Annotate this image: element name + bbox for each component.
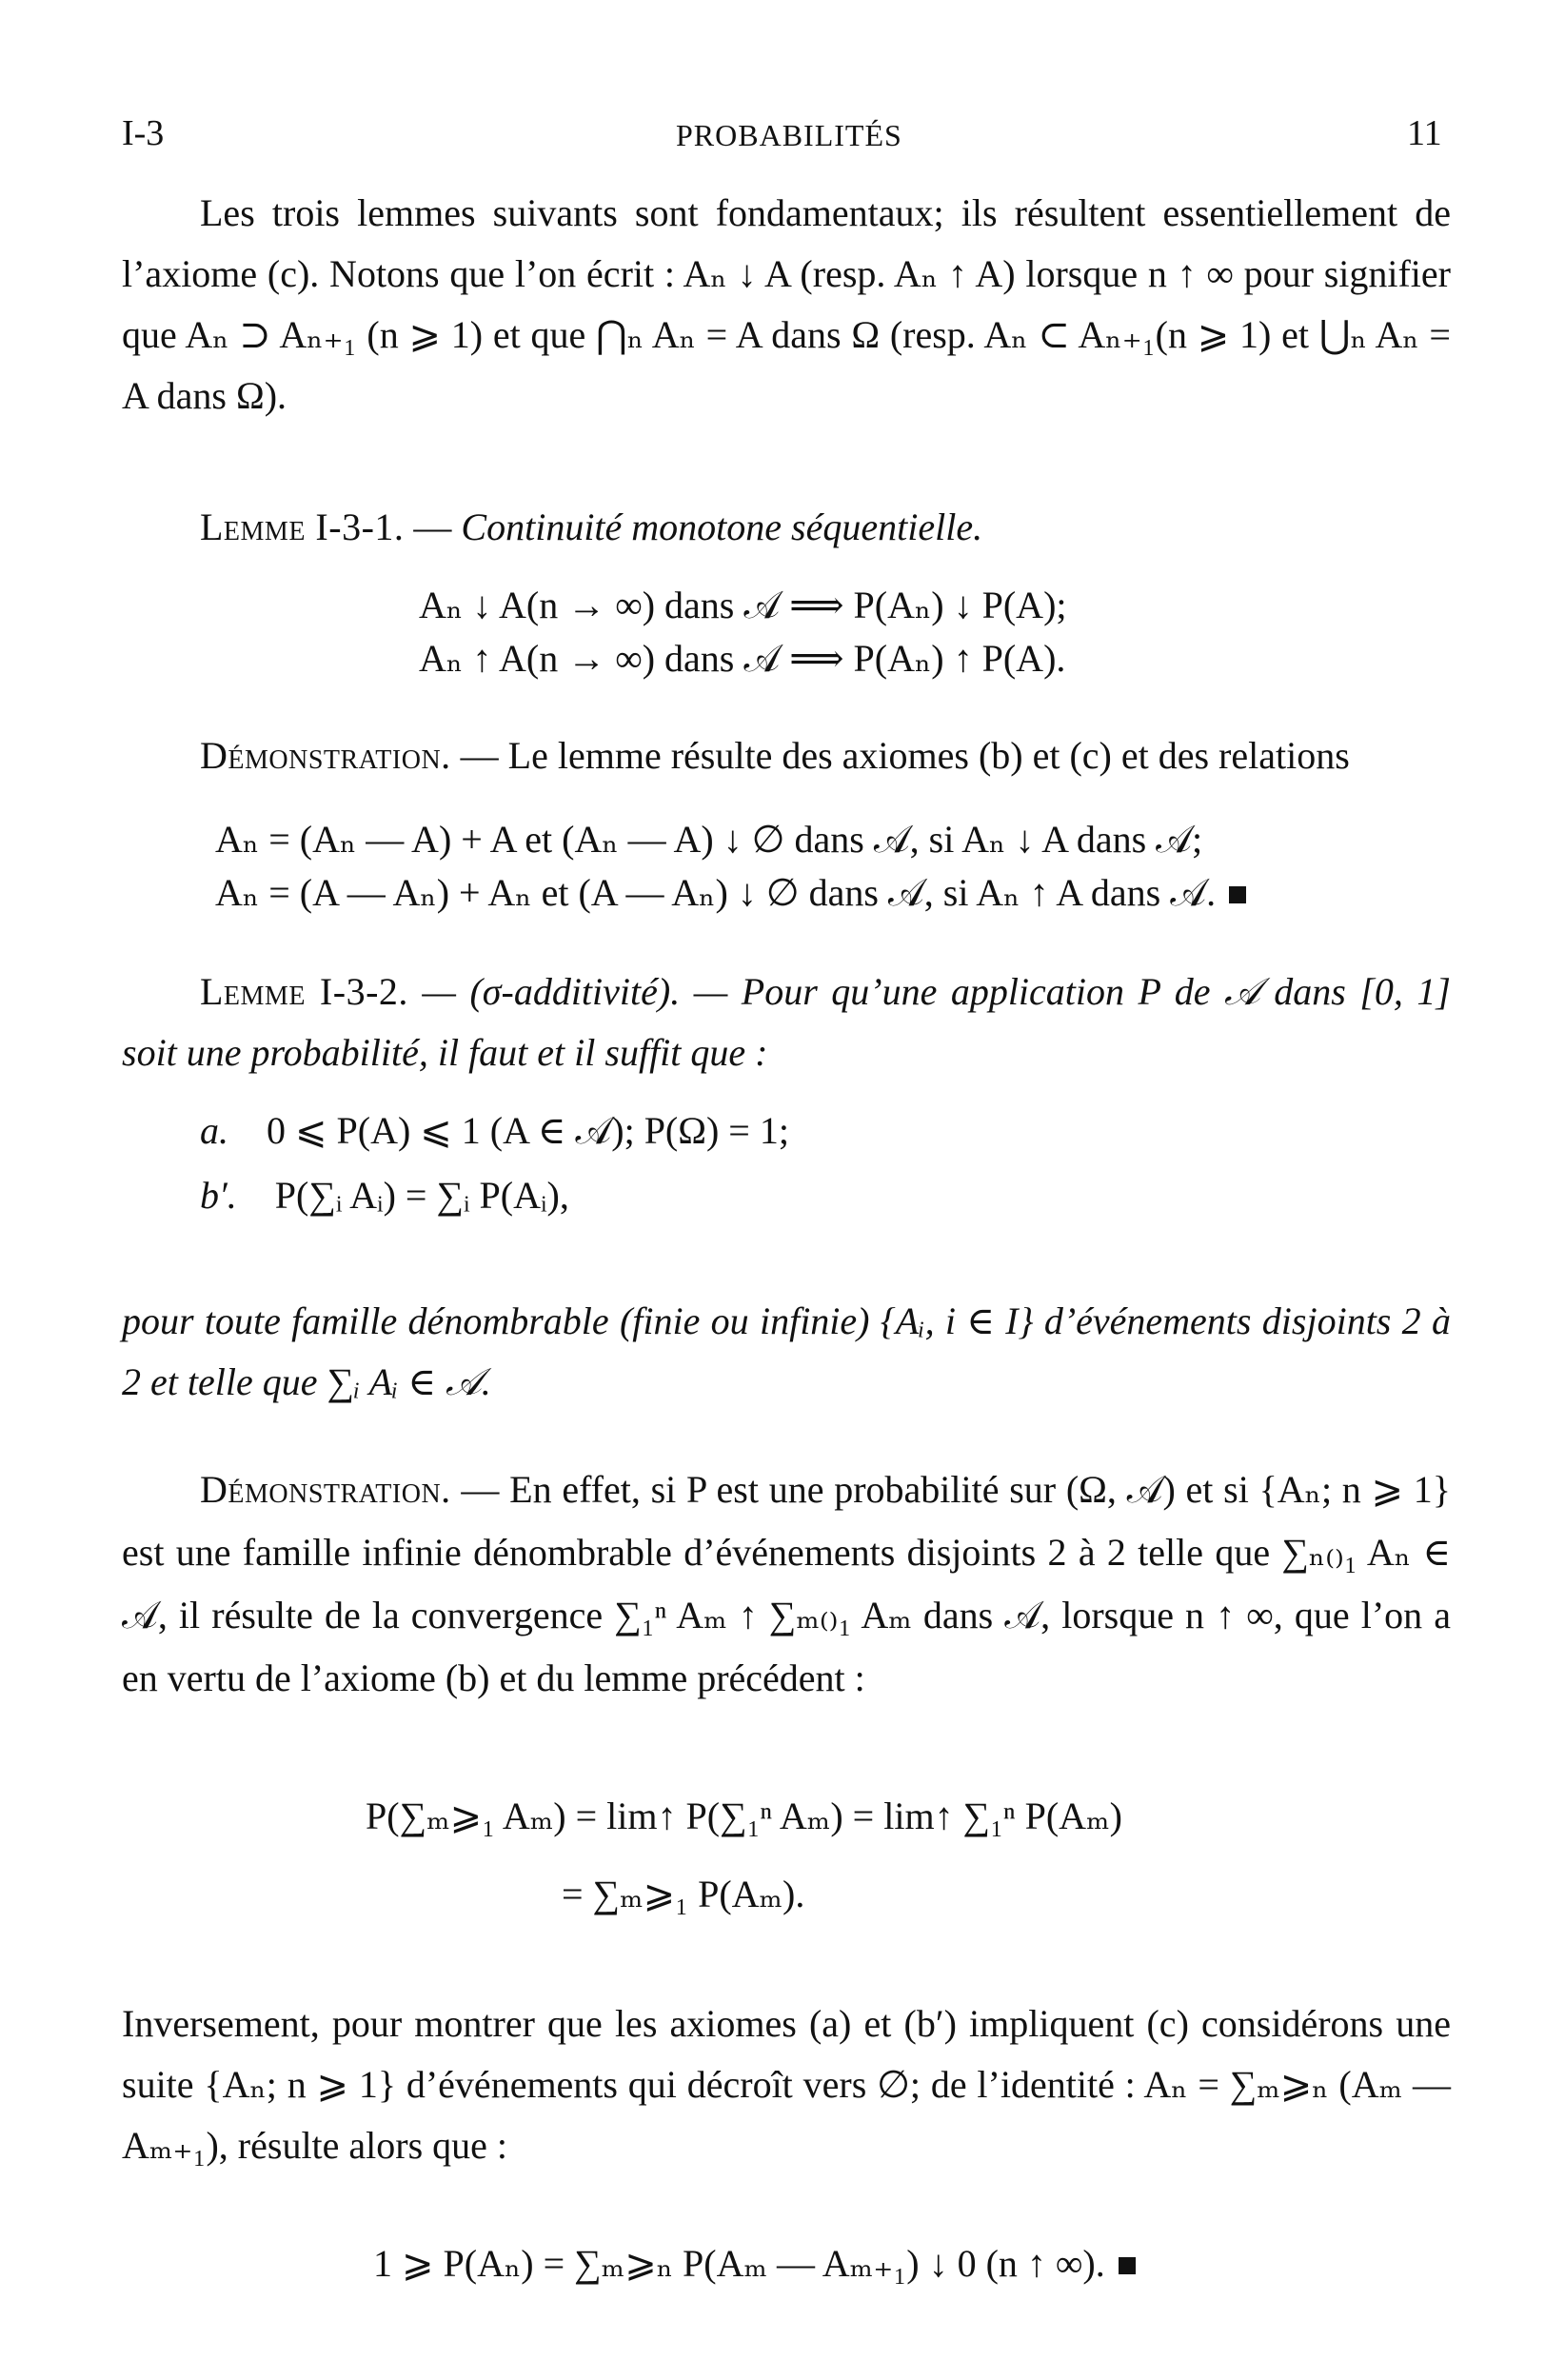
demo2-equation-1: P(∑ₘ⩾₁ Aₘ) = lim↑ P(∑₁ⁿ Aₘ) = lim↑ ∑₁ⁿ P(Aₘ) [366,1795,1122,1837]
lemma1-label: Lemme I-3-1. [200,506,405,548]
axiom-b-label: b′. [200,1174,237,1217]
final-formula [373,2241,1136,2286]
lemma1-title: Continuité monotone séquentielle. [461,506,983,548]
demo2-text: — En effet, si P est une probabilité sur (Ω, 𝒜) et si {Aₙ; n ⩾ 1} est une famille infinie dénombrable d’événements disjoints 2 à 2 telle que ∑ₙ₍₎₁ Aₙ ∈ 𝒜, il résulte de la convergence ∑₁ⁿ Aₘ ↑ ∑ₘ₍₎₁ Aₘ dans 𝒜, lorsque n ↑ ∞, que l’on a en vertu de l’axiome (b) et du lemme précédent : [122,1468,1452,1699]
lemma2-statement [122,962,1451,1083]
intro-paragraph: Les trois lemmes suivants sont fondamentaux; ils résultent essentiellement de l’axiome (c). Notons que l’on écrit : Aₙ ↓ A (resp. Aₙ ↑ A) lorsque n ↑ ∞ pour signifier que Aₙ ⊃ Aₙ₊₁ (n ⩾ 1) et que ⋂ₙ Aₙ = A dans Ω (resp. Aₙ ⊂ Aₙ₊₁(n ⩾ 1) et ⋃ₙ Aₙ = A dans Ω). [122,191,1451,417]
demo1-relation-2-text: Aₙ = (A — Aₙ) + Aₙ et (A — Aₙ) ↓ ∅ dans 𝒜, si Aₙ ↑ A dans 𝒜. [215,871,1217,914]
demo1-text: — Le lemme résulte des axiomes (b) et (c) et des relations [460,734,1350,777]
demo2-paragraph [122,1458,1451,1710]
header-left: I-3 [122,113,165,153]
demo1-relation-2 [215,870,1246,915]
lemma2-label: Lemme I-3-2. [200,970,408,1013]
final-formula-text: 1 ⩾ P(Aₙ) = ∑ₘ⩾ₙ P(Aₘ — Aₘ₊₁) ↓ 0 (n ↑ ∞). [373,2242,1105,2285]
demo2-equation-2: = ∑ₘ⩾₁ P(Aₘ). [562,1873,805,1915]
axiom-b-prime [200,1173,569,1218]
demo1-heading [200,733,1350,778]
converse-paragraph: Inversement, pour montrer que les axiomes (a) et (b′) impliquent (c) considérons une suite {Aₙ; n ⩾ 1} d’événements qui décroît vers ∅; de l’identité : Aₙ = ∑ₘ⩾ₙ (Aₘ — Aₘ₊₁), résulte alors que : [122,2002,1451,2167]
lemma1-heading [200,505,982,549]
qed-square-icon [1229,886,1246,903]
lemma1-formula-2: Aₙ ↑ A(n → ∞) dans 𝒜 ⟹ P(Aₙ) ↑ P(A). [419,637,1066,680]
header-title: PROBABILITÉS [676,118,902,152]
lemma2-title: — (σ-additivité). — Pour qu’une application P de 𝒜 dans [0, 1] soit une probabilité, il faut et il suffit que : [122,970,1451,1074]
qed-square-icon-2 [1119,2257,1136,2274]
axiom-a [200,1108,789,1153]
axiom-a-formula: 0 ⩽ P(A) ⩽ 1 (A ∈ 𝒜); P(Ω) = 1; [267,1109,789,1152]
header-page-number: 11 [1407,113,1442,153]
lemma1-dash: — [413,506,452,548]
lemma2-condition: pour toute famille dénombrable (finie ou infinie) {Aᵢ, i ∈ I} d’événements disjoints 2 à 2 et telle que ∑ᵢ Aᵢ ∈ 𝒜. [122,1299,1451,1403]
axiom-b-formula: P(∑ᵢ Aᵢ) = ∑ᵢ P(Aᵢ), [274,1174,569,1217]
demo1-label: Démonstration. [200,734,451,777]
axiom-a-label: a. [200,1109,228,1152]
demo2-label: Démonstration. [200,1468,451,1511]
lemma1-formula-1: Aₙ ↓ A(n → ∞) dans 𝒜 ⟹ P(Aₙ) ↓ P(A); [419,584,1067,626]
demo1-relation-1: Aₙ = (Aₙ — A) + A et (Aₙ — A) ↓ ∅ dans 𝒜, si Aₙ ↓ A dans 𝒜; [215,818,1203,861]
